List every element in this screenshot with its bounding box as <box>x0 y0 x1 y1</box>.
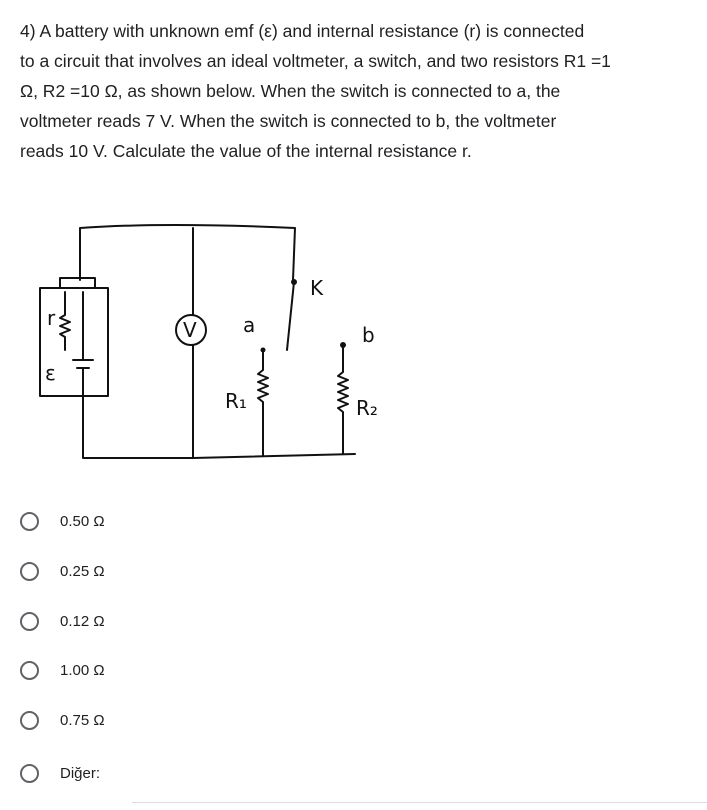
label-R2: R₂ <box>356 396 378 420</box>
option-label: Diğer: <box>60 764 101 782</box>
question-line: reads 10 V. Calculate the value of the internal resistance r. <box>20 141 472 161</box>
option-label: 0.50 Ω <box>60 512 105 530</box>
battery-top-cap <box>60 278 95 288</box>
option-0-25[interactable] <box>20 558 105 584</box>
option-other[interactable] <box>20 760 100 786</box>
voltmeter-label: V <box>183 318 197 342</box>
label-R1: R₁ <box>225 389 247 413</box>
radio-button[interactable] <box>20 711 39 730</box>
option-label: 0.12 Ω <box>60 612 105 630</box>
switch-blade <box>287 282 294 350</box>
circuit-diagram <box>25 200 435 480</box>
label-a: a <box>243 313 256 337</box>
radio-button[interactable] <box>20 512 39 531</box>
radio-button[interactable] <box>20 612 39 631</box>
question-line: voltmeter reads 7 V. When the switch is connected to b, the voltmeter <box>20 111 557 131</box>
internal-resistor-symbol <box>60 292 70 350</box>
bottom-wire <box>83 396 355 458</box>
option-0-50[interactable] <box>20 508 105 534</box>
label-r: r <box>47 306 56 330</box>
label-emf: ε <box>45 361 56 385</box>
other-answer-input[interactable] <box>132 784 707 803</box>
option-0-12[interactable] <box>20 608 105 634</box>
option-0-75[interactable] <box>20 707 105 733</box>
question-text <box>20 16 704 166</box>
question-line: Ω, R2 =10 Ω, as shown below. When the switch is connected to a, the <box>20 81 561 101</box>
r2-resistor-symbol <box>338 345 348 454</box>
option-label: 0.75 Ω <box>60 711 105 729</box>
radio-button[interactable] <box>20 661 39 680</box>
question-line: 4) A battery with unknown emf (ε) and internal resistance (r) is connected <box>20 21 585 41</box>
radio-button[interactable] <box>20 562 39 581</box>
option-label: 0.25 Ω <box>60 562 105 580</box>
label-b: b <box>362 323 375 347</box>
radio-button[interactable] <box>20 764 39 783</box>
top-wire <box>80 225 295 280</box>
option-label: 1.00 Ω <box>60 661 105 679</box>
question-line: to a circuit that involves an ideal voltmeter, a switch, and two resistors R1 =1 <box>20 51 611 71</box>
option-1-00[interactable] <box>20 657 105 683</box>
label-switch: K <box>310 276 324 300</box>
r1-resistor-symbol <box>258 350 268 456</box>
